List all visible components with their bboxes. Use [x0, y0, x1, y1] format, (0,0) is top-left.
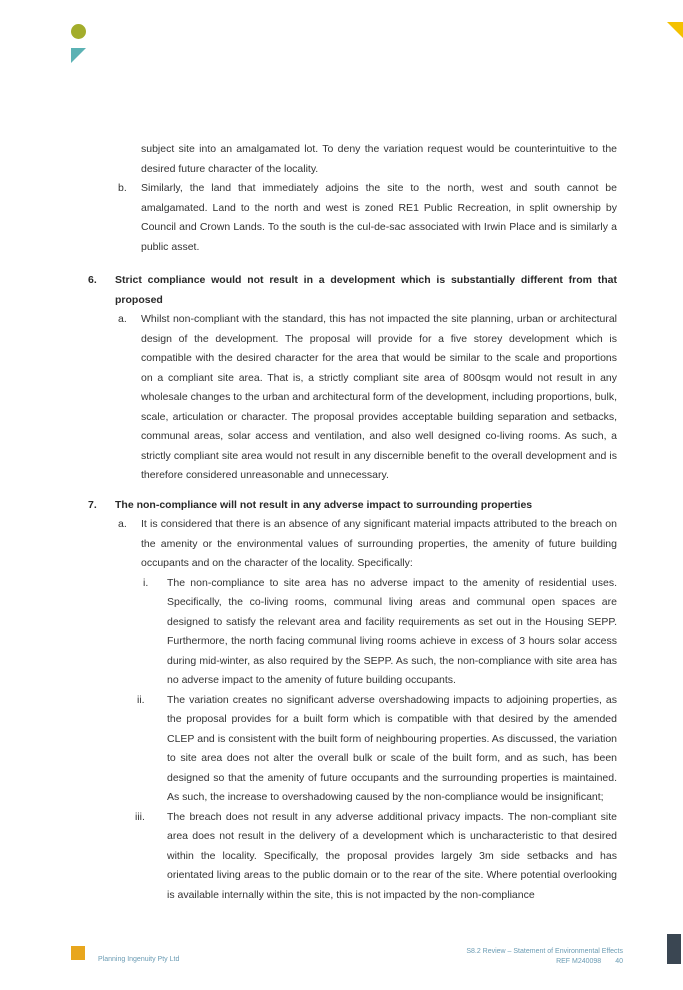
logo-triangle-decoration [71, 48, 86, 63]
section-number: 7. [88, 498, 97, 511]
list-marker: a. [118, 313, 127, 325]
footer-ref-line [466, 957, 623, 967]
sub-list-item-i [88, 574, 617, 691]
list-marker: i. [143, 576, 149, 589]
page-number: 40 [615, 958, 623, 965]
section-heading-text: Strict compliance would not result in a development which is substantially different from that proposed [115, 274, 617, 306]
paragraph-text: The breach does not result in any adverse additional privacy impacts. The non-compliant site area does not result in the delivery of a development which is uncharacteristic to that desired within the locality. Specifically, the proposal provides largely 3m side setbacks and has orientated living areas to the public domain or to the rear of the site. Where potential overlooking is available internally within the site, this is not impacted by the non-compliance [167, 810, 617, 901]
paragraph-text: The non-compliance to site area has no adverse impact to the amenity of residential uses. Specifically, the co-living rooms, communal living areas and communal open spaces are designed to satisfy the relevant area and facility requirements as set out in the Housing SEPP. Furthermore, the north facing communal living rooms achieve in excess of 3 hours solar access during mid-winter, as also required by the SEPP. As such, the non-compliance with site area has no adverse impact to the amenity of future building occupants. [167, 576, 617, 686]
footer-company: Planning Ingenuity Pty Ltd [98, 956, 180, 963]
footer-bar-decoration [667, 934, 681, 964]
list-item-b [88, 179, 617, 257]
paragraph-text: Similarly, the land that immediately adjoins the site to the north, west and south cannot be amalgamated. Land to the north and west is zoned RE1 Public Recreation, in split ownership by Council and Crown Lands. To the south is the cul-de-sac associated with Irwin Place and is similarly a public asset. [141, 182, 617, 253]
list-marker: a. [118, 518, 127, 530]
paragraph-text: subject site into an amalgamated lot. To deny the variation request would be counterintuitive to the desired future character of the locality. [141, 143, 617, 175]
list-marker: b. [118, 182, 127, 194]
list-marker: iii. [135, 810, 145, 823]
section-heading-7 [88, 496, 617, 516]
logo-dot-decoration [71, 24, 86, 39]
sub-list-item-ii [88, 691, 617, 808]
footer-info [466, 947, 623, 967]
sub-list-item-iii [88, 808, 617, 906]
section-heading-6 [88, 271, 617, 310]
paragraph-text: It is considered that there is an absence of any significant material impacts attributed to the breach on the amenity or the environmental values of surrounding properties, the amenity of future building occupants and on the character of the locality. Specifically: [141, 518, 617, 569]
section-number: 6. [88, 274, 97, 286]
list-marker: ii. [137, 693, 145, 706]
corner-triangle-decoration [667, 22, 683, 38]
footer-doc-title: S8.2 Review – Statement of Environmental Effects [466, 948, 623, 955]
paragraph-continuation [88, 140, 617, 179]
footer-ref: REF M240098 [556, 958, 602, 965]
paragraph-text: Whilst non-compliant with the standard, this has not impacted the site planning, urban or architectural design of the development. The proposal will provide for a five storey development which is compatible with the desired character for the area that would be similar to the scale and proportions on a compliant site area. That is, a strictly compliant site area of 800sqm would not result in any wholesale changes to the urban and architectural form of the development, including proportions, bulk, scale, articulation or character. The proposal provides acceptable building separation and setbacks, communal areas, solar access and ventilation, and also well designed co-living rooms. As such, a strictly compliant site area would not result in any discernible benefit to the overall development and is therefore considered unreasonable and unnecessary. [141, 313, 617, 481]
paragraph-text: The variation creates no significant adverse overshadowing impacts to adjoining properties, as the proposal provides for a built form which is compatible with that desired by the amended CLEP and is consistent with the built form of neighbouring properties. As discussed, the variation to site area does not alter the overall bulk or scale of the built form, and as such, has been designed so that the amenity of future occupants and the surrounding properties is maintained. As such, the increase to overshadowing caused by the non-compliance would be insignificant; [167, 693, 617, 803]
section-heading-text: The non-compliance will not result in any adverse impact to surrounding properties [115, 498, 533, 511]
list-item-a [88, 310, 617, 486]
list-item-a [88, 515, 617, 574]
document-body [88, 140, 617, 905]
footer-logo-square [71, 946, 85, 960]
